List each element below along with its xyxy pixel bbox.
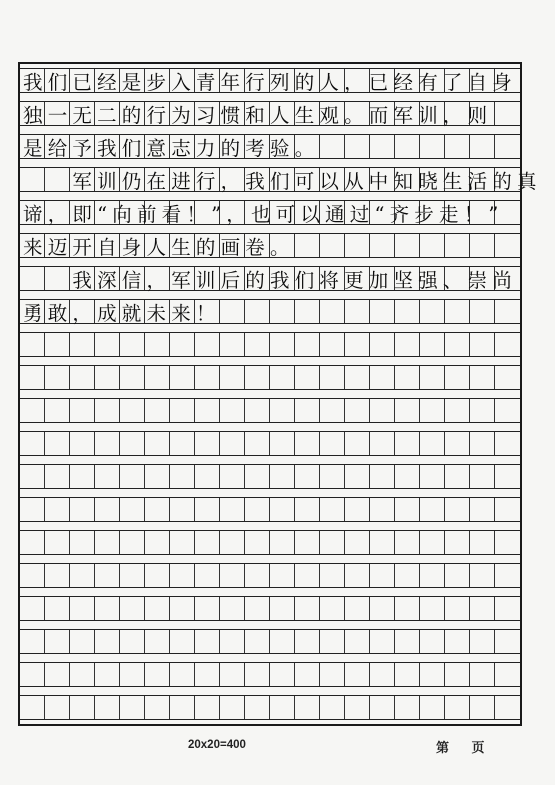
grid-cell	[395, 333, 420, 356]
grid-cell	[245, 333, 270, 356]
grid-cell	[270, 399, 295, 422]
grid-cell	[420, 366, 445, 389]
grid-cell	[245, 465, 270, 488]
grid-row	[20, 662, 520, 687]
grid-cell	[295, 399, 320, 422]
grid-cell	[295, 333, 320, 356]
grid-cell	[95, 696, 120, 719]
grid-cell	[470, 696, 495, 719]
grid-cell	[45, 465, 70, 488]
grid-cell	[370, 432, 395, 455]
grid-cell	[195, 663, 220, 686]
essay-line: 我们已经是步入青年行列的人，已经有了自身	[23, 70, 518, 94]
grid-cell	[145, 597, 170, 620]
grid-cell	[270, 498, 295, 521]
grid-cell	[445, 333, 470, 356]
grid-cell	[120, 630, 145, 653]
grid-cell	[420, 696, 445, 719]
grid-cell	[470, 630, 495, 653]
grid-cell	[420, 333, 445, 356]
grid-row	[20, 365, 520, 390]
grid-cell	[145, 663, 170, 686]
grid-cell	[445, 399, 470, 422]
grid-cell	[20, 399, 45, 422]
grid-cell	[345, 399, 370, 422]
grid-cell	[70, 696, 95, 719]
grid-cell	[370, 564, 395, 587]
grid-cell	[70, 333, 95, 356]
grid-cell	[120, 498, 145, 521]
grid-cell	[45, 531, 70, 554]
grid-cell	[320, 531, 345, 554]
grid-cell	[445, 498, 470, 521]
grid-cell	[270, 465, 295, 488]
grid-cell	[445, 630, 470, 653]
grid-cell	[245, 663, 270, 686]
grid-cell	[370, 498, 395, 521]
grid-cell	[170, 333, 195, 356]
writing-grid	[18, 62, 542, 726]
grid-cell	[70, 564, 95, 587]
grid-cell	[220, 498, 245, 521]
grid-cell	[245, 498, 270, 521]
grid-cell	[95, 531, 120, 554]
grid-cell	[370, 333, 395, 356]
grid-cell	[20, 531, 45, 554]
grid-cell	[70, 399, 95, 422]
grid-cell	[170, 663, 195, 686]
grid-row	[20, 431, 520, 456]
grid-cell	[295, 597, 320, 620]
grid-cell	[345, 366, 370, 389]
grid-cell	[195, 498, 220, 521]
grid-cell	[345, 696, 370, 719]
grid-cell	[470, 465, 495, 488]
grid-cell	[445, 366, 470, 389]
grid-cell	[45, 564, 70, 587]
grid-cell	[195, 531, 220, 554]
grid-cell	[370, 399, 395, 422]
grid-cell	[345, 465, 370, 488]
grid-cell	[420, 663, 445, 686]
grid-cell	[45, 696, 70, 719]
grid-cell	[395, 531, 420, 554]
grid-cell	[170, 366, 195, 389]
grid-cell	[45, 597, 70, 620]
grid-cell	[470, 531, 495, 554]
essay-line: 来迈开自身人生的画卷。	[23, 235, 295, 259]
grid-cell	[370, 597, 395, 620]
grid-cell	[345, 498, 370, 521]
grid-cell	[220, 399, 245, 422]
grid-cell	[145, 399, 170, 422]
grid-cell	[145, 465, 170, 488]
grid-cell	[470, 399, 495, 422]
grid-cell	[270, 333, 295, 356]
grid-cell	[220, 597, 245, 620]
grid-cell	[420, 630, 445, 653]
grid-cell	[270, 432, 295, 455]
grid-cell	[45, 498, 70, 521]
grid-cell	[170, 531, 195, 554]
grid-row	[20, 266, 520, 291]
grid-cell	[295, 564, 320, 587]
grid-cell	[295, 498, 320, 521]
grid-cell	[95, 663, 120, 686]
grid-cell	[270, 696, 295, 719]
grid-cell	[70, 366, 95, 389]
grid-cell	[220, 465, 245, 488]
grid-cell	[220, 564, 245, 587]
grid-cell	[270, 531, 295, 554]
grid-row	[20, 563, 520, 588]
grid-cell	[95, 432, 120, 455]
grid-cell	[395, 696, 420, 719]
grid-cell	[195, 333, 220, 356]
grid-cell	[395, 663, 420, 686]
grid-cell	[270, 564, 295, 587]
grid-cell	[370, 663, 395, 686]
grid-cell	[45, 399, 70, 422]
essay-line: 军训仍在进行，我们可以从中知晓生活的真	[23, 169, 542, 193]
grid-cell	[170, 564, 195, 587]
grid-spec-label: 20x20=400	[188, 739, 246, 751]
grid-cell	[195, 465, 220, 488]
grid-cell	[445, 432, 470, 455]
grid-cell	[120, 663, 145, 686]
grid-cell	[145, 531, 170, 554]
grid-cell	[470, 432, 495, 455]
grid-cell	[70, 630, 95, 653]
grid-row	[20, 497, 520, 522]
grid-row	[20, 464, 520, 489]
grid-cell	[145, 564, 170, 587]
grid-cell	[370, 696, 395, 719]
grid-cell	[20, 597, 45, 620]
grid-row	[20, 596, 520, 621]
grid-cell	[345, 564, 370, 587]
grid-cell	[95, 597, 120, 620]
grid-cell	[320, 399, 345, 422]
grid-cell	[170, 465, 195, 488]
grid-cell	[270, 366, 295, 389]
grid-cell	[445, 465, 470, 488]
grid-cell	[20, 696, 45, 719]
grid-cell	[120, 465, 145, 488]
grid-cell	[195, 366, 220, 389]
grid-row	[20, 530, 520, 555]
grid-cell	[20, 663, 45, 686]
grid-cell	[295, 630, 320, 653]
grid-cell	[445, 564, 470, 587]
grid-cell	[295, 432, 320, 455]
grid-cell	[345, 531, 370, 554]
grid-cell	[420, 432, 445, 455]
grid-row	[20, 398, 520, 423]
grid-cell	[120, 597, 145, 620]
grid-cell	[270, 663, 295, 686]
grid-cell	[20, 498, 45, 521]
grid-cell	[295, 696, 320, 719]
grid-row	[20, 695, 520, 720]
grid-cell	[170, 432, 195, 455]
grid-cell	[170, 630, 195, 653]
grid-cell	[20, 564, 45, 587]
grid-cell	[70, 465, 95, 488]
page-number-label: 第 页	[436, 741, 485, 756]
grid-cell	[395, 597, 420, 620]
grid-cell	[220, 531, 245, 554]
grid-cell	[95, 399, 120, 422]
grid-cell	[470, 564, 495, 587]
grid-cell	[70, 597, 95, 620]
grid-cell	[295, 366, 320, 389]
grid-cell	[95, 498, 120, 521]
grid-cell	[470, 333, 495, 356]
grid-cell	[370, 531, 395, 554]
grid-cell	[120, 366, 145, 389]
grid-cell	[345, 663, 370, 686]
grid-cell	[320, 696, 345, 719]
grid-row	[20, 167, 542, 193]
grid-cell	[95, 366, 120, 389]
grid-cell	[195, 432, 220, 455]
grid-cell	[320, 663, 345, 686]
grid-cell	[220, 333, 245, 356]
grid-cell	[445, 531, 470, 554]
grid-cell	[245, 564, 270, 587]
grid-row	[20, 233, 520, 258]
grid-cell	[120, 531, 145, 554]
grid-cell	[120, 432, 145, 455]
grid-cell	[395, 564, 420, 587]
grid-cell	[245, 597, 270, 620]
grid-cell	[470, 663, 495, 686]
grid-cell	[195, 696, 220, 719]
grid-cell	[45, 366, 70, 389]
grid-cell	[20, 465, 45, 488]
grid-row	[20, 134, 520, 159]
grid-cell	[170, 498, 195, 521]
grid-cell	[270, 597, 295, 620]
grid-cell	[220, 366, 245, 389]
grid-cell	[270, 630, 295, 653]
grid-cell	[70, 663, 95, 686]
grid-cell	[120, 564, 145, 587]
grid-cell	[70, 531, 95, 554]
grid-cell	[195, 564, 220, 587]
grid-cell	[120, 696, 145, 719]
grid-cell	[420, 465, 445, 488]
grid-cell	[420, 531, 445, 554]
grid-cell	[395, 498, 420, 521]
grid-cell	[320, 366, 345, 389]
grid-cell	[220, 630, 245, 653]
grid-cell	[245, 696, 270, 719]
grid-cell	[345, 597, 370, 620]
essay-line: 谛，即“向前看！”，也可以通过“齐步走！”	[23, 202, 504, 226]
grid-row	[20, 68, 520, 93]
grid-cell	[245, 366, 270, 389]
grid-cell	[320, 564, 345, 587]
grid-cell	[70, 498, 95, 521]
grid-cell	[470, 366, 495, 389]
grid-cell	[445, 597, 470, 620]
grid-cell	[95, 465, 120, 488]
grid-cell	[220, 696, 245, 719]
grid-cell	[220, 663, 245, 686]
grid-cell	[170, 597, 195, 620]
grid-cell	[420, 597, 445, 620]
grid-cell	[70, 432, 95, 455]
grid-cell	[120, 333, 145, 356]
grid-cell	[20, 630, 45, 653]
grid-cell	[295, 531, 320, 554]
grid-cell	[370, 630, 395, 653]
grid-cell	[370, 465, 395, 488]
grid-cell	[245, 432, 270, 455]
grid-cell	[395, 432, 420, 455]
grid-cell	[295, 465, 320, 488]
grid-cell	[395, 630, 420, 653]
grid-cell	[195, 630, 220, 653]
grid-cell	[95, 333, 120, 356]
essay-line: 勇敢，成就未来！	[23, 301, 221, 325]
grid-cell	[145, 432, 170, 455]
grid-cell	[95, 564, 120, 587]
grid-cell	[420, 498, 445, 521]
grid-cell	[145, 333, 170, 356]
grid-cell	[345, 432, 370, 455]
grid-cell	[20, 432, 45, 455]
grid-cell	[295, 663, 320, 686]
grid-cell	[220, 432, 245, 455]
grid-cell	[445, 663, 470, 686]
grid-cell	[470, 597, 495, 620]
grid-cell	[195, 597, 220, 620]
grid-cell	[395, 366, 420, 389]
grid-cell	[320, 597, 345, 620]
grid-cell	[145, 696, 170, 719]
grid-row	[20, 332, 520, 357]
grid-cell	[245, 399, 270, 422]
grid-cell	[145, 630, 170, 653]
grid-cell	[120, 399, 145, 422]
essay-line: 是给予我们意志力的考验。	[23, 136, 320, 160]
grid-cell	[445, 696, 470, 719]
grid-cell	[345, 630, 370, 653]
grid-cell	[245, 630, 270, 653]
grid-cell	[420, 399, 445, 422]
grid-row	[20, 101, 520, 126]
grid-cell	[45, 333, 70, 356]
grid-row	[20, 200, 520, 225]
grid-cell	[145, 498, 170, 521]
grid-cell	[345, 333, 370, 356]
grid-cell	[395, 399, 420, 422]
grid-cell	[320, 630, 345, 653]
grid-cell	[320, 333, 345, 356]
grid-cell	[420, 564, 445, 587]
grid-cell	[470, 498, 495, 521]
grid-cell	[95, 630, 120, 653]
grid-row	[20, 629, 520, 654]
grid-cell	[320, 432, 345, 455]
grid-cell	[45, 663, 70, 686]
essay-line: 独一无二的行为习惯和人生观。而军训，则	[23, 103, 493, 127]
grid-cell	[320, 465, 345, 488]
grid-cell	[195, 399, 220, 422]
grid-cell	[320, 498, 345, 521]
grid-cell	[145, 366, 170, 389]
grid-cell	[170, 696, 195, 719]
essay-line: 我深信，军训后的我们将更加坚强、崇尚	[23, 268, 518, 292]
grid-cell	[20, 333, 45, 356]
grid-cell	[395, 465, 420, 488]
grid-cell	[170, 399, 195, 422]
grid-cell	[20, 366, 45, 389]
grid-cell	[370, 366, 395, 389]
grid-cell	[45, 432, 70, 455]
grid-cell	[45, 630, 70, 653]
grid-cell	[245, 531, 270, 554]
grid-row	[20, 299, 520, 324]
